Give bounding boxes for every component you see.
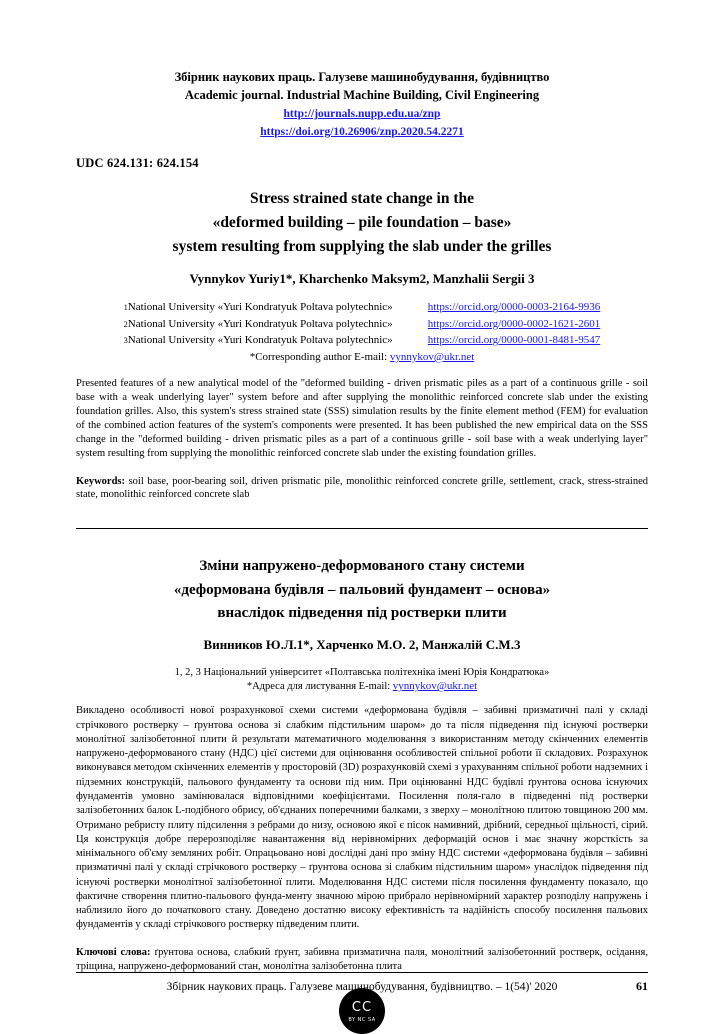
- footer-row: [76, 979, 648, 994]
- cc-mark-text: CC: [351, 1000, 373, 1016]
- cc-terms-text: BY NC SA: [348, 1017, 376, 1024]
- journal-url-row: [76, 104, 648, 122]
- section-divider: [76, 528, 648, 529]
- creative-commons-icon[interactable]: [339, 988, 385, 1034]
- license-area: [76, 988, 648, 1034]
- affiliation-ua: 1, 2, 3 Національний університет «Полтавська політехніка імені Юрія Кондратюка»: [174, 667, 550, 679]
- journal-title-ua: Збірник наукових праць. Галузеве машинобудування, будівництво: [174, 70, 550, 84]
- affiliation-index: 3: [123, 336, 128, 346]
- corresponding-email-en[interactable]: vynnykov@ukr.net: [389, 350, 475, 363]
- udc-code: UDC 624.131: 624.154: [76, 156, 199, 171]
- abstract-en: Presented features of a new analytical model of the "deformed building - driven prismatic piles as a part of a continuous grille - soil base with a weak underlying layer" system before and after supplying the monolithic reinforced concrete slab under the existing foundation grilles. Also, this system's stress strained state (SSS) simulation results by the finite element method (FEM) for evaluation of the combined action features of the system's components were presented. It has been published the new empirical data on the SSS change in the "deformed building - driven prismatic piles as a part of a continuous grille - soil base with a weak underlying layer" system resulting from supplying the monolithic reinforced concrete slab under the existing foundation grilles.: [76, 377, 648, 459]
- authors-en: Vynnykov Yuriy1*, Kharchenko Maksym2, Manzhalii Sergii 3: [189, 271, 535, 287]
- keywords-en: [76, 475, 648, 503]
- journal-title-en: Academic journal. Industrial Machine Building, Civil Engineering: [184, 88, 540, 103]
- authors-ua: Винников Ю.Л.1*, Харченко М.О. 2, Манжалій С.М.3: [203, 637, 521, 653]
- page-footer: [76, 972, 648, 994]
- affiliation-row: [76, 332, 648, 349]
- abstract-ua: Викладено особливості нової розрахункової схеми системи «деформована будівля – забивні призматичні палі у складі стрічкового ростверку – ґрунтова основа зі слабким підстильним шаром» до та після підведення під існуючі ростверки монолітної залізобетонної плити й результати математичного моделювання з використанням методу скінченних елементів напружено-деформованого стану (НДС) цієї системи для оцінювання особливостей спільної роботи її складових. Розрахунок виконувався методом скінченних елементів у просторовій (3D) розрахунковій схемі з урахуванням спільної роботи надземних і підземних конструкцій, пальового фундаменту та основи під ним. При оцінюванні НДС будівлі ґрунтова основа існуючих фундаментів умовно замінювалася відповідними коефіцієнтами. Посилення поля-гало в підведенні під ростверки залізобетонних балок L-подібного обрису, об'єднаних поперечними балками, з зверху – монолітною плитою товщиною 200 мм. Отримано ребристу плиту підсилення з ребрами до низу, основою якої є пісок намивний, дрібний, середньої щільності, сірий. Ця конструкція добре перерозподіляє навантаження від нерівномірних деформацій основ і має значну жорсткість за мінімального об'єму земляних робіт. Опрацьовано нові дослідні дані про зміну НДС системи «деформована будівля – забивні призматичні палі у складі стрічкового ростверку – ґрунтова основа зі слабким підстильним шаром» унаслідок підведення під існуючі ростверки монолітної залізобетонної плити. Моделювання НДС системи після посилення фундаменту показало, що фактичне створення плитно-пальового фунда-менту значною мірою прибрало нерівномірний характер розподілу напружень і наблизило його до початкового стану. Доведено достатню високу ефективність та надійність способу посилення пальових фундаментів у складі стрічкового ростверку підведеним плити.: [76, 705, 648, 931]
- article-title-ua-line2: «деформована будівля – пальовий фундамент – основа»: [173, 581, 551, 598]
- keywords-label-en: Keywords:: [76, 475, 125, 487]
- corresponding-author-en: [76, 351, 648, 363]
- doi-url-link[interactable]: https://doi.org/10.26906/znp.2020.54.2271: [260, 126, 464, 139]
- keywords-text-ua: ґрунтова основа, слабкий ґрунт, забивна призматична паля, монолітний залізобетонний ростверк, осідання, тріщина, напружено-деформований стан, монолітна залізобетонна плита: [76, 946, 648, 972]
- affiliation-name: National University «Yuri Kondratyuk Poltava polytechnic»: [127, 334, 393, 347]
- orcid-link[interactable]: https://orcid.org/0000-0001-8481-9547: [427, 334, 601, 347]
- corresponding-label-en: *Corresponding author E-mail:: [249, 350, 390, 363]
- corresponding-email-ua[interactable]: vynnykov@ukr.net: [392, 680, 478, 693]
- doi-url-row: [76, 122, 648, 140]
- corresponding-label-ua: *Адреса для листування E-mail:: [246, 681, 393, 693]
- article-title-ua-line1: Зміни напружено-деформованого стану системи: [199, 558, 525, 575]
- journal-url-link[interactable]: http://journals.nupp.edu.ua/znp: [283, 108, 441, 121]
- keywords-label-ua: Ключові слова:: [76, 946, 151, 958]
- affiliation-name: National University «Yuri Kondratyuk Poltava polytechnic»: [127, 317, 393, 330]
- affiliations-en: [76, 299, 648, 349]
- affiliation-row: [76, 316, 648, 333]
- article-title-ua-line3: внаслідок підведення під ростверки плити: [217, 604, 507, 621]
- affiliation-index: 1: [123, 303, 128, 313]
- article-title-en: [76, 187, 648, 259]
- article-title-ua: [76, 555, 648, 625]
- keywords-ua: [76, 946, 648, 975]
- orcid-link[interactable]: https://orcid.org/0000-0002-1621-2601: [427, 317, 601, 330]
- article-title-en-line2: «deformed building – pile foundation – base»: [212, 214, 512, 232]
- page-number: 61: [636, 979, 648, 993]
- article-title-en-line3: system resulting from supplying the slab under the grilles: [172, 238, 552, 256]
- orcid-link[interactable]: https://orcid.org/0000-0003-2164-9936: [427, 301, 601, 314]
- affiliation-row: [76, 299, 648, 316]
- footer-divider: [76, 972, 648, 973]
- article-title-en-line1: Stress strained state change in the: [249, 190, 475, 208]
- affiliation-name: National University «Yuri Kondratyuk Poltava polytechnic»: [127, 301, 393, 314]
- corresponding-author-ua: [76, 680, 648, 692]
- footer-journal-text: Збірник наукових праць. Галузеве машинобудування, будівництво. – 1(54)' 2020: [166, 981, 558, 993]
- keywords-text-en: soil base, poor-bearing soil, driven prismatic pile, monolithic reinforced concrete grille, settlement, crack, stress-strained state, monolithic reinforced concrete slab: [76, 475, 648, 501]
- affiliation-index: 2: [123, 319, 128, 329]
